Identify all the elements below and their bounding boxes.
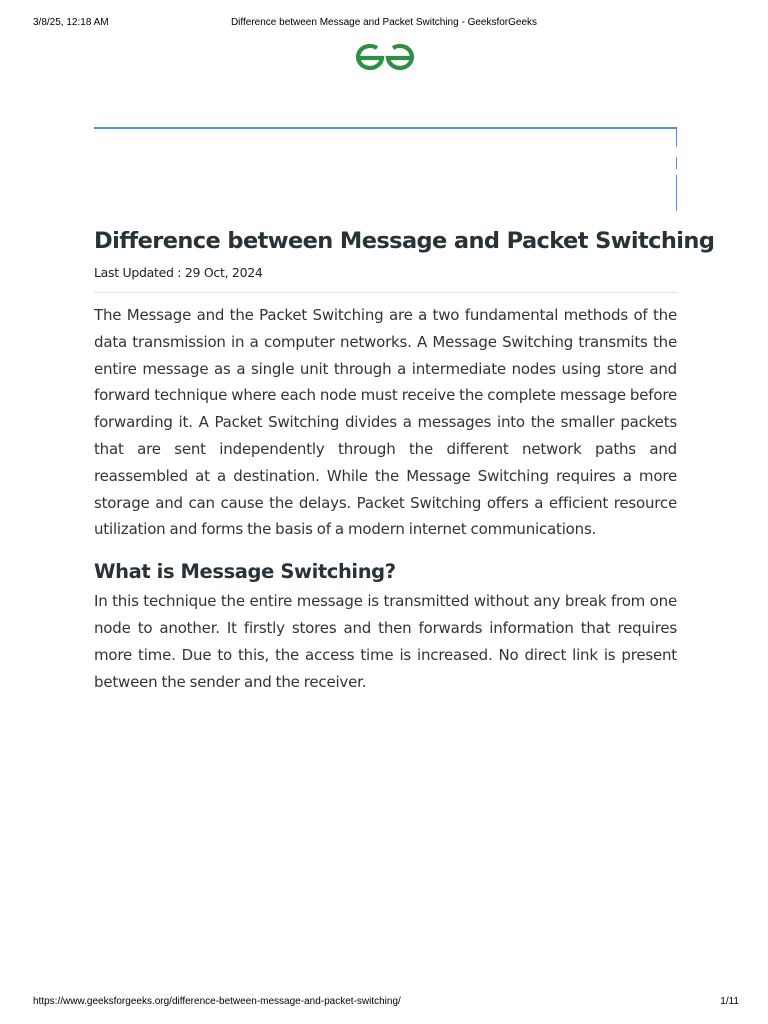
geeksforgeeks-logo-icon[interactable] bbox=[355, 42, 415, 72]
last-updated: Last Updated : 29 Oct, 2024 bbox=[94, 265, 263, 280]
section-heading-message-switching: What is Message Switching? bbox=[94, 560, 396, 584]
ad-frame-top-border bbox=[94, 127, 677, 129]
intro-paragraph: The Message and the Packet Switching are a two fundamental methods of the data transmission in a computer networks. A Message Switching transmits the entire message as a single unit through a intermediate nodes using store and forward technique where each node must receive the complete message before forwarding it. A Packet Switching divides a messages into the smaller packets that are sent independently through the different network paths and reassembled at a destination. While the Message Switching requires a more storage and can cause the delays. Packet Switching offers a efficient resource utilization and forms the basis of a modern internet communications. bbox=[94, 306, 677, 539]
article bbox=[94, 226, 715, 695]
print-header bbox=[0, 17, 768, 31]
page-number: 1/11 bbox=[720, 996, 739, 1007]
section-paragraph-message-switching: In this technique the entire message is transmitted without any break from one node to another. It firstly stores and then forwards information that requires more time. Due to this, the access time is increased. No direct link is present between the sender and the receiver. bbox=[94, 592, 677, 691]
print-page-title: Difference between Message and Packet Switching - GeeksforGeeks bbox=[230, 17, 538, 28]
ad-placeholder bbox=[94, 127, 677, 211]
page-url-link[interactable]: https://www.geeksforgeeks.org/difference-between-message-and-packet-switching/ bbox=[33, 996, 401, 1007]
ad-frame-right-border bbox=[676, 127, 677, 211]
print-footer bbox=[0, 996, 768, 1010]
title-divider bbox=[94, 292, 677, 293]
article-title: Difference between Message and Packet Switching bbox=[94, 228, 715, 254]
print-datetime: 3/8/25, 12:18 AM bbox=[33, 17, 109, 28]
